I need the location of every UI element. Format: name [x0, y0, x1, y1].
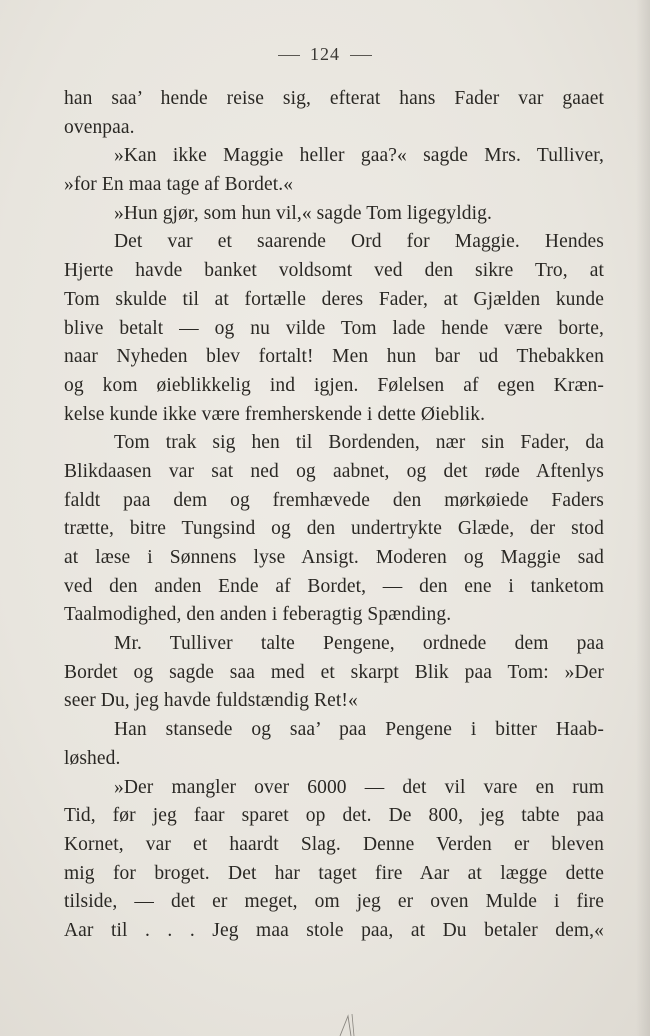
text-line: Aar til . . . Jeg maa stole paa, at Du betaler dem,«: [64, 919, 604, 941]
text-line: løshed.: [64, 747, 121, 769]
text-line: trætte, bitre Tungsind og den undertrykte Glæde, der stod: [64, 518, 604, 540]
text-line: »Kan ikke Maggie heller gaa?« sagde Mrs. Tulliver,: [114, 145, 604, 167]
text-line: og kom øieblikkelig ind igjen. Følelsen af egen Kræn-: [64, 374, 604, 396]
header-dash-left: [278, 55, 300, 56]
text-line: Kornet, var et haardt Slag. Denne Verden er bleven: [64, 833, 604, 855]
header-dash-right: [350, 55, 372, 56]
text-line: Tid, før jeg faar sparet op det. De 800, jeg tabte paa: [64, 805, 604, 827]
text-line: seer Du, jeg havde fuldstændig Ret!«: [64, 690, 358, 712]
text-line: blive betalt — og nu vilde Tom lade hende være borte,: [64, 317, 604, 339]
page-number: 124: [310, 44, 340, 64]
text-line: Tom skulde til at fortælle deres Fader, at Gjælden kunde: [64, 288, 604, 310]
text-line: naar Nyheden blev fortalt! Men hun bar ud Thebakken: [64, 346, 604, 368]
text-line: Bordet og sagde saa med et skarpt Blik paa Tom: »Der: [64, 661, 604, 683]
text-line: Det var et saarende Ord for Maggie. Hendes: [114, 231, 604, 253]
text-line: »Der mangler over 6000 — det vil vare en rum: [114, 776, 604, 798]
text-line: Mr. Tulliver talte Pengene, ordnede dem paa: [114, 633, 604, 655]
page-header: [0, 44, 650, 65]
text-line: ovenpaa.: [64, 116, 135, 138]
text-line: Taalmodighed, den anden i feberagtig Spænding.: [64, 604, 452, 626]
pencil-mark: [318, 1010, 378, 1036]
text-line: »for En maa tage af Bordet.«: [64, 174, 294, 196]
body-text: [64, 85, 604, 946]
text-line: at læse i Sønnens lyse Ansigt. Moderen og Maggie sad: [64, 547, 604, 568]
text-line: Hjerte havde banket voldsomt ved den sikre Tro, at: [64, 260, 604, 282]
page-edge-shadow: [636, 0, 650, 1036]
text-line: han saa’ hende reise sig, efterat hans Fader var gaaet: [64, 88, 604, 109]
text-line: »Hun gjør, som hun vil,« sagde Tom ligegyldig.: [114, 202, 492, 224]
text-line: tilside, — det er meget, om jeg er oven Mulde i fire: [64, 891, 604, 913]
text-line: kelse kunde ikke være fremherskende i dette Øieblik.: [64, 403, 486, 425]
text-line: faldt paa dem og fremhævede den mørkøiede Faders: [64, 489, 604, 511]
text-line: Han stansede og saa’ paa Pengene i bitter Haab-: [114, 719, 604, 741]
text-line: Blikdaasen var sat ned og aabnet, og det røde Aftenlys: [64, 460, 604, 482]
text-line: ved den anden Ende af Bordet, — den ene i tanketom: [64, 575, 604, 597]
text-line: Tom trak sig hen til Bordenden, nær sin Fader, da: [114, 432, 604, 454]
text-line: mig for broget. Det har taget fire Aar at lægge dette: [64, 862, 604, 884]
